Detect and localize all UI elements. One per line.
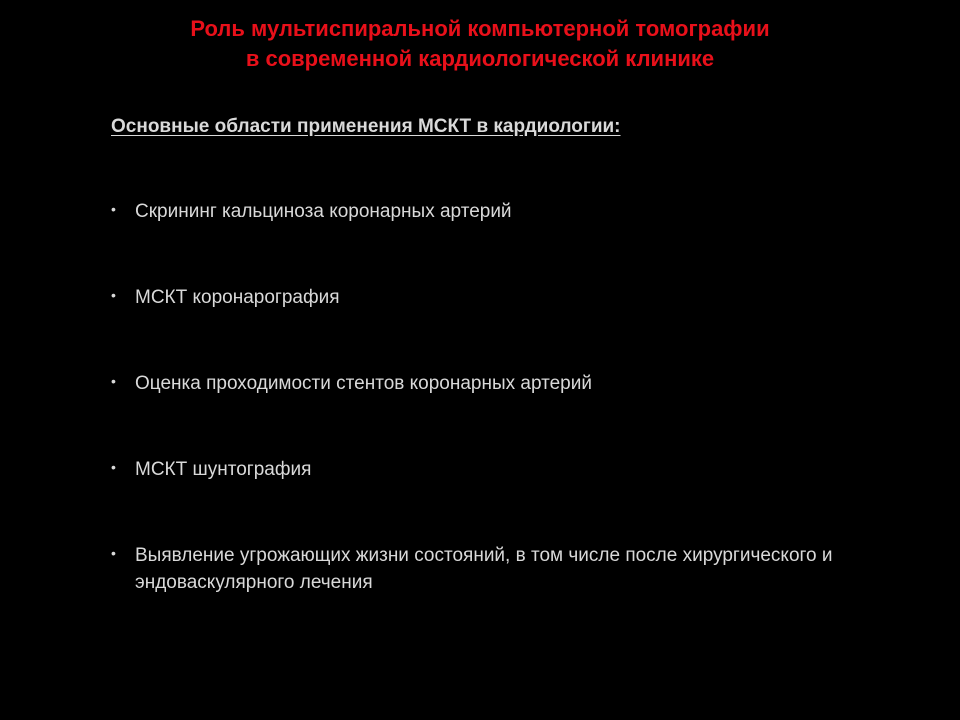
bullet-icon: • [111, 287, 116, 303]
bullet-item-life-threatening [111, 542, 871, 596]
bullet-icon: • [111, 459, 116, 475]
bullet-text: МСКТ коронарография [135, 287, 340, 308]
bullet-icon: • [111, 201, 116, 217]
bullet-text: МСКТ шунтография [135, 459, 312, 480]
section-heading: Основные области применения МСКТ в кардиологии: [111, 116, 621, 137]
bullet-icon: • [111, 373, 116, 389]
bullet-icon: • [111, 545, 116, 561]
bullet-text: Выявление угрожающих жизни состояний, в том числе после хирургического и эндоваскулярного лечения [135, 545, 833, 593]
slide-title [80, 14, 880, 74]
bullet-item-coronarography [111, 284, 871, 311]
bullet-item-calcium-screening [111, 198, 871, 225]
bullet-text: Оценка проходимости стентов коронарных артерий [135, 373, 592, 394]
bullet-item-shuntography [111, 456, 871, 483]
bullet-text: Скрининг кальциноза коронарных артерий [135, 201, 512, 222]
title-line-1: Роль мультиспиральной компьютерной томографии [190, 16, 770, 41]
bullet-item-stent-patency [111, 370, 871, 397]
title-line-2: в современной кардиологической клинике [245, 46, 715, 71]
